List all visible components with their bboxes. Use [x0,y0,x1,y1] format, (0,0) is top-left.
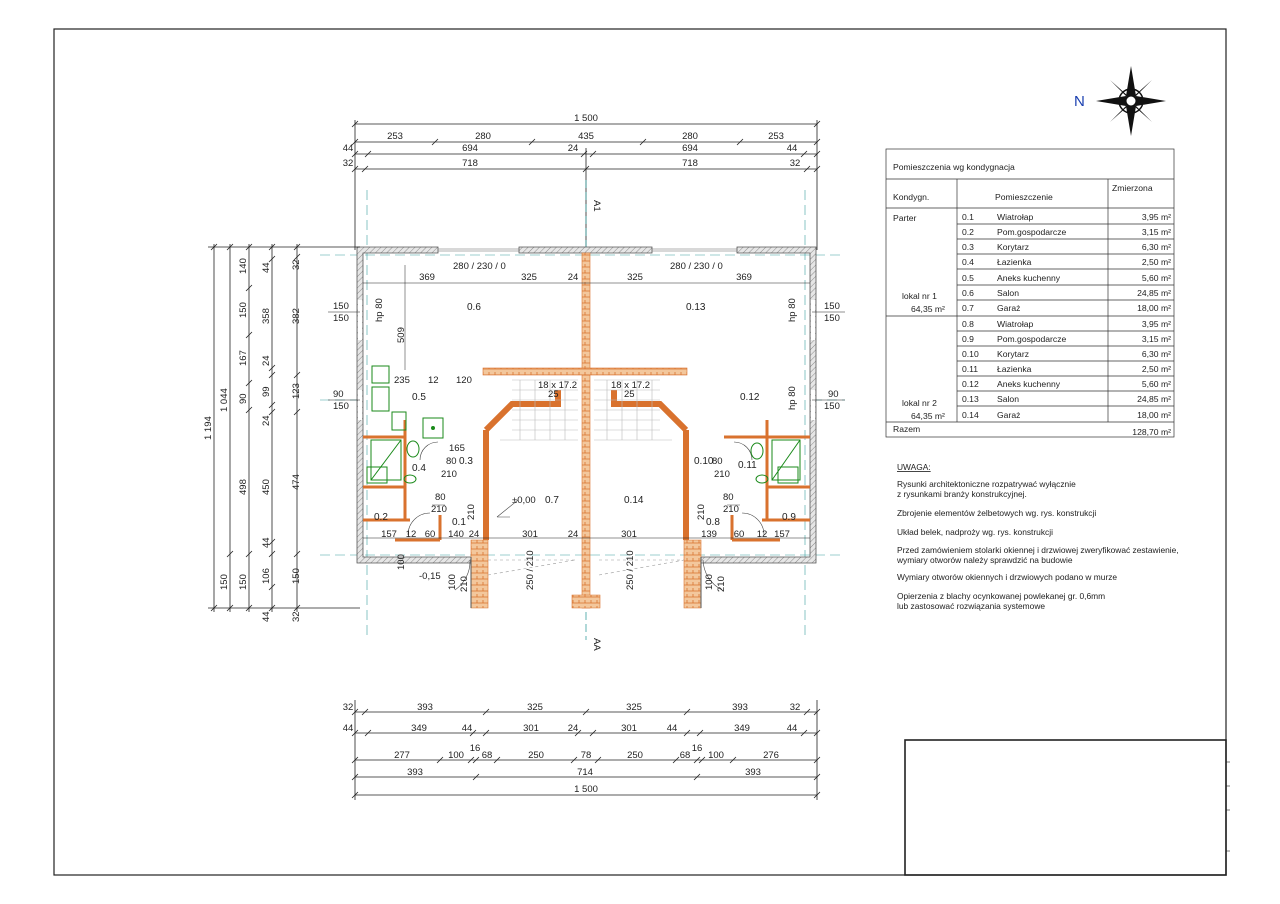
room-number: 0.12 [740,392,760,403]
dim-label: 349 [411,723,427,734]
note-line: Opierzenia z blachy ocynkowanej powlekanej gr. 0,6mm [897,591,1106,601]
dim-235: 235 [394,375,410,386]
dim-label: 393 [417,702,433,713]
dim-label: 157 [381,529,397,540]
dim-label: 44 [786,143,798,154]
dim-label: 24 [468,529,480,540]
room-number: 0.3 [459,456,473,467]
hp80-right-1: hp 80 [787,298,798,322]
dim-left-col2-b: 150 [219,574,230,590]
table-row-number: 0.11 [962,364,979,374]
table-row-area: 6,30 m² [1141,242,1171,252]
dim-left-col3 [238,258,249,590]
room-number: 0.2 [374,512,388,523]
level-minus-label: -0,15 [419,571,441,582]
dim-label: 253 [768,131,784,142]
dim-210-h: 210 [696,504,707,520]
table-row-name: Pom.gospodarcze [997,334,1067,344]
table-row-name: Pom.gospodarcze [997,227,1067,237]
table-row-number: 0.12 [962,379,979,389]
dim-label: 358 [261,308,272,324]
table-row-number: 0.10 [962,349,979,359]
dim-label: 44 [342,723,354,734]
room-number: 0.11 [738,460,757,471]
dim-label: 393 [407,767,423,778]
dim-label: 325 [627,272,643,283]
dim-label: 44 [261,611,272,622]
section-a1-label: A1 [591,200,602,212]
dim-label: 44 [261,537,272,548]
table-row-number: 0.2 [962,227,974,237]
room-number: 0.6 [467,302,481,313]
table-row-area: 18,00 m² [1137,410,1171,420]
side-right-90: 90 [828,389,839,400]
dim-label: 44 [261,262,272,273]
table-row-name: Aneks kuchenny [997,379,1061,389]
table-row-number: 0.4 [962,257,974,267]
dim-label: 301 [522,529,538,540]
dim-left-total: 1 194 [203,416,214,440]
room-number: 0.14 [624,495,644,506]
compass-rose-icon [1096,66,1166,136]
dim-label: 253 [387,131,403,142]
note-line: lub zastosować rozwiązania systemowe [897,601,1046,611]
dim-label: 393 [745,767,761,778]
table-unit1-area: 64,35 m² [911,304,945,314]
dim-210-e: 210 [459,576,470,592]
table-row-number: 0.8 [962,319,974,329]
dim-label: 301 [523,723,539,734]
dim-label: 32 [342,158,354,169]
table-row-area: 24,85 m² [1137,288,1171,298]
dim-210-c: 210 [714,469,730,480]
room-number: 0.7 [545,495,559,506]
dim-label: 106 [261,568,272,584]
dim-bottom-total: 1 500 [574,784,598,795]
dim-bottom-row2 [343,723,798,734]
dim-label: 498 [238,479,249,495]
dim-label: 16 [469,743,481,754]
note-line: Wymiary otworów okiennych i drzwiowych podano w murze [897,572,1118,582]
table-row-number: 0.7 [962,303,974,313]
table-row-area: 3,15 m² [1141,227,1171,237]
table-row-area: 3,95 m² [1141,319,1171,329]
dim-top-row1 [387,131,784,142]
dim-label: 694 [682,143,698,154]
dim-80-d: 80 [723,492,734,503]
dim-label: 382 [291,308,302,324]
side-right-150a: 150 [824,301,840,312]
dim-label: 280 [682,131,698,142]
dim-label: 32 [789,702,801,713]
note-line: wymiary otworów należy sprawdzić na budowie [897,555,1073,565]
dim-label: 24 [567,529,579,540]
dim-label: 150 [291,568,302,584]
dim-100-a: 100 [447,574,458,590]
dim-label: 277 [394,750,410,761]
table-total-label: Razem [893,424,921,434]
dim-label: 12 [405,529,417,540]
table-row-area: 6,30 m² [1141,349,1171,359]
dim-label: 167 [238,350,249,366]
table-row-name: Łazienka [997,257,1032,267]
note-line: z rysunkami branży konstrukcyjnej. [897,489,1027,499]
dim-label: 435 [578,131,594,142]
dim-top-row2 [343,143,798,154]
dim-label: 16 [691,743,703,754]
dim-label: 276 [763,750,779,761]
dim-label: 100 [448,750,464,761]
left-dimension-columns [208,244,360,612]
dim-label: 140 [238,258,249,274]
notes-title: UWAGA: [897,462,931,472]
room-number: 0.9 [782,512,796,523]
room-number: 0.5 [412,392,426,403]
table-col-kondygn: Kondygn. [893,192,930,202]
note-line: Rysunki architektoniczne rozpatrywać wyłącznie [897,479,1076,489]
note-line: Przed zamówieniem stolarki okiennej i drzwiowej zweryfikować zestawienie, [897,545,1179,555]
title-block [905,740,1230,875]
dim-label: 44 [342,143,354,154]
table-unit1-label: lokal nr 1 [902,291,937,301]
dim-label: 24 [567,723,579,734]
dim-210-a: 210 [441,469,457,480]
dim-label: 325 [626,702,642,713]
room-number: 0.13 [686,302,706,313]
dim-label: 24 [261,355,272,366]
dim-165: 165 [449,443,465,454]
dim-bottom-row3 [394,743,779,761]
dim-label: 157 [774,529,790,540]
dim-label: 139 [701,529,717,540]
level-zero-label: ±0,00 [512,495,536,506]
table-row-number: 0.9 [962,334,974,344]
dim-label: 474 [291,474,302,490]
stairs-left-label: 18 x 17.2 [538,380,578,391]
dim-label: 450 [261,479,272,495]
window-right-label: 280 / 230 / 0 [670,261,723,272]
side-left-150b: 150 [333,313,349,324]
dim-label: 32 [342,702,354,713]
dim-label: 78 [580,750,592,761]
garage-door-right-label: 250 / 210 [625,550,636,590]
dim-label: 100 [708,750,724,761]
room-number: 0.4 [412,463,426,474]
dim-210-d: 210 [723,504,739,515]
garage-door-left-label: 250 / 210 [525,550,536,590]
dim-label: 60 [424,529,436,540]
table-row-name: Salon [997,288,1019,298]
note-line: Zbrojenie elementów żelbetowych wg. rys. konstrukcji [897,508,1097,518]
dim-label: 24 [567,143,579,154]
table-row-number: 0.1 [962,212,974,222]
dim-label: 140 [448,529,464,540]
stairs-right-step: 25 [624,389,635,400]
dim-80-c: 80 [712,456,723,467]
dim-label: 32 [291,611,302,622]
table-unit2-area: 64,35 m² [911,411,945,421]
side-left-90: 90 [333,389,344,400]
dim-label: 718 [682,158,698,169]
table-total-area: 128,70 m² [1132,427,1171,437]
table-title: Pomieszczenia wg kondygnacja [893,162,1015,172]
dim-80-a: 80 [446,456,457,467]
table-row-name: Garaż [997,303,1021,313]
table-row-name: Korytarz [997,242,1029,252]
dim-label: 714 [577,767,593,778]
building-walls [357,247,816,608]
side-left-150a: 150 [333,301,349,312]
table-row-name: Łazienka [997,364,1032,374]
dim-100-b: 100 [704,574,715,590]
dim-label: 280 [475,131,491,142]
stairs-right-label: 18 x 17.2 [611,380,651,391]
dim-label: 99 [261,386,272,397]
table-row-name: Wiatrołap [997,319,1034,329]
dim-100-c: 100 [396,554,407,570]
notes-body [896,479,1179,611]
dim-label: 68 [481,750,493,761]
dim-label: 44 [666,723,678,734]
dim-label: 32 [291,259,302,270]
table-row-area: 24,85 m² [1137,394,1171,404]
dim-top-total: 1 500 [574,113,598,124]
table-row-name: Aneks kuchenny [997,273,1061,283]
table-row-area: 2,50 m² [1141,364,1171,374]
dim-label: 301 [621,723,637,734]
side-right-150b: 150 [824,313,840,324]
table-row-area: 3,95 m² [1141,212,1171,222]
table-row-name: Wiatrołap [997,212,1034,222]
table-col-pomieszczenie: Pomieszczenie [995,192,1053,202]
room-labels-right [624,302,796,528]
table-level: Parter [893,213,917,223]
table-row-area: 3,15 m² [1141,334,1171,344]
dim-12: 12 [428,375,439,386]
table-row-number: 0.3 [962,242,974,252]
dim-bottom-row4 [407,767,761,778]
dim-label: 369 [419,272,435,283]
section-aa-label: AA [591,638,602,651]
dim-label: 393 [732,702,748,713]
compass-north-label: N [1074,93,1085,110]
dim-label: 369 [736,272,752,283]
dim-label: 24 [261,415,272,426]
dim-label: 718 [462,158,478,169]
dim-label: 60 [733,529,745,540]
dim-left-col2-a: 1 044 [219,388,230,412]
dim-120: 120 [456,375,472,386]
table-row-area: 2,50 m² [1141,257,1171,267]
dim-label: 325 [527,702,543,713]
dim-label: 694 [462,143,478,154]
table-row-number: 0.5 [962,273,974,283]
side-left-150c: 150 [333,401,349,412]
table-row-number: 0.14 [962,410,979,420]
side-right-150c: 150 [824,401,840,412]
dim-label: 150 [238,302,249,318]
dim-label: 250 [528,750,544,761]
dim-left-col4 [261,262,272,622]
table-row-number: 0.13 [962,394,979,404]
dim-left-col5 [291,259,302,622]
table-unit2-label: lokal nr 2 [902,398,937,408]
stairs-left-step: 25 [548,389,559,400]
dim-label: 349 [734,723,750,734]
dim-bottom-row1 [343,702,801,713]
dim-label: 90 [238,393,249,404]
dim-label: 68 [679,750,691,761]
note-line: Układ belek, nadproży wg. rys. konstrukcji [897,527,1053,537]
dim-label: 150 [238,574,249,590]
dim-label: 250 [627,750,643,761]
room-number: 0.10 [694,456,714,467]
window-left-label: 280 / 230 / 0 [453,261,506,272]
dim-210-g: 210 [466,504,477,520]
hp80-right-2: hp 80 [787,386,798,410]
room-number: 0.8 [706,517,720,528]
dim-label: 44 [786,723,798,734]
dim-label: 32 [789,158,801,169]
table-row-name: Salon [997,394,1019,404]
dim-80-b: 80 [435,492,446,503]
hp80-left-1: hp 80 [374,298,385,322]
dim-label: 123 [291,383,302,399]
dim-210-b: 210 [431,504,447,515]
dim-label: 44 [461,723,473,734]
table-col-zmierzona: Zmierzona [1112,183,1153,193]
dim-label: 12 [756,529,768,540]
table-row-area: 18,00 m² [1137,303,1171,313]
dim-210-f: 210 [716,576,727,592]
dim-509: 509 [396,327,407,343]
room-number: 0.1 [452,517,466,528]
table-row-name: Korytarz [997,349,1029,359]
table-row-name: Garaż [997,410,1021,420]
dim-label: 301 [621,529,637,540]
table-row-area: 5,60 m² [1141,273,1171,283]
dim-label: 24 [567,272,579,283]
dim-label: 325 [521,272,537,283]
table-row-area: 5,60 m² [1141,379,1171,389]
table-row-number: 0.6 [962,288,974,298]
dim-top-row3 [343,158,801,169]
